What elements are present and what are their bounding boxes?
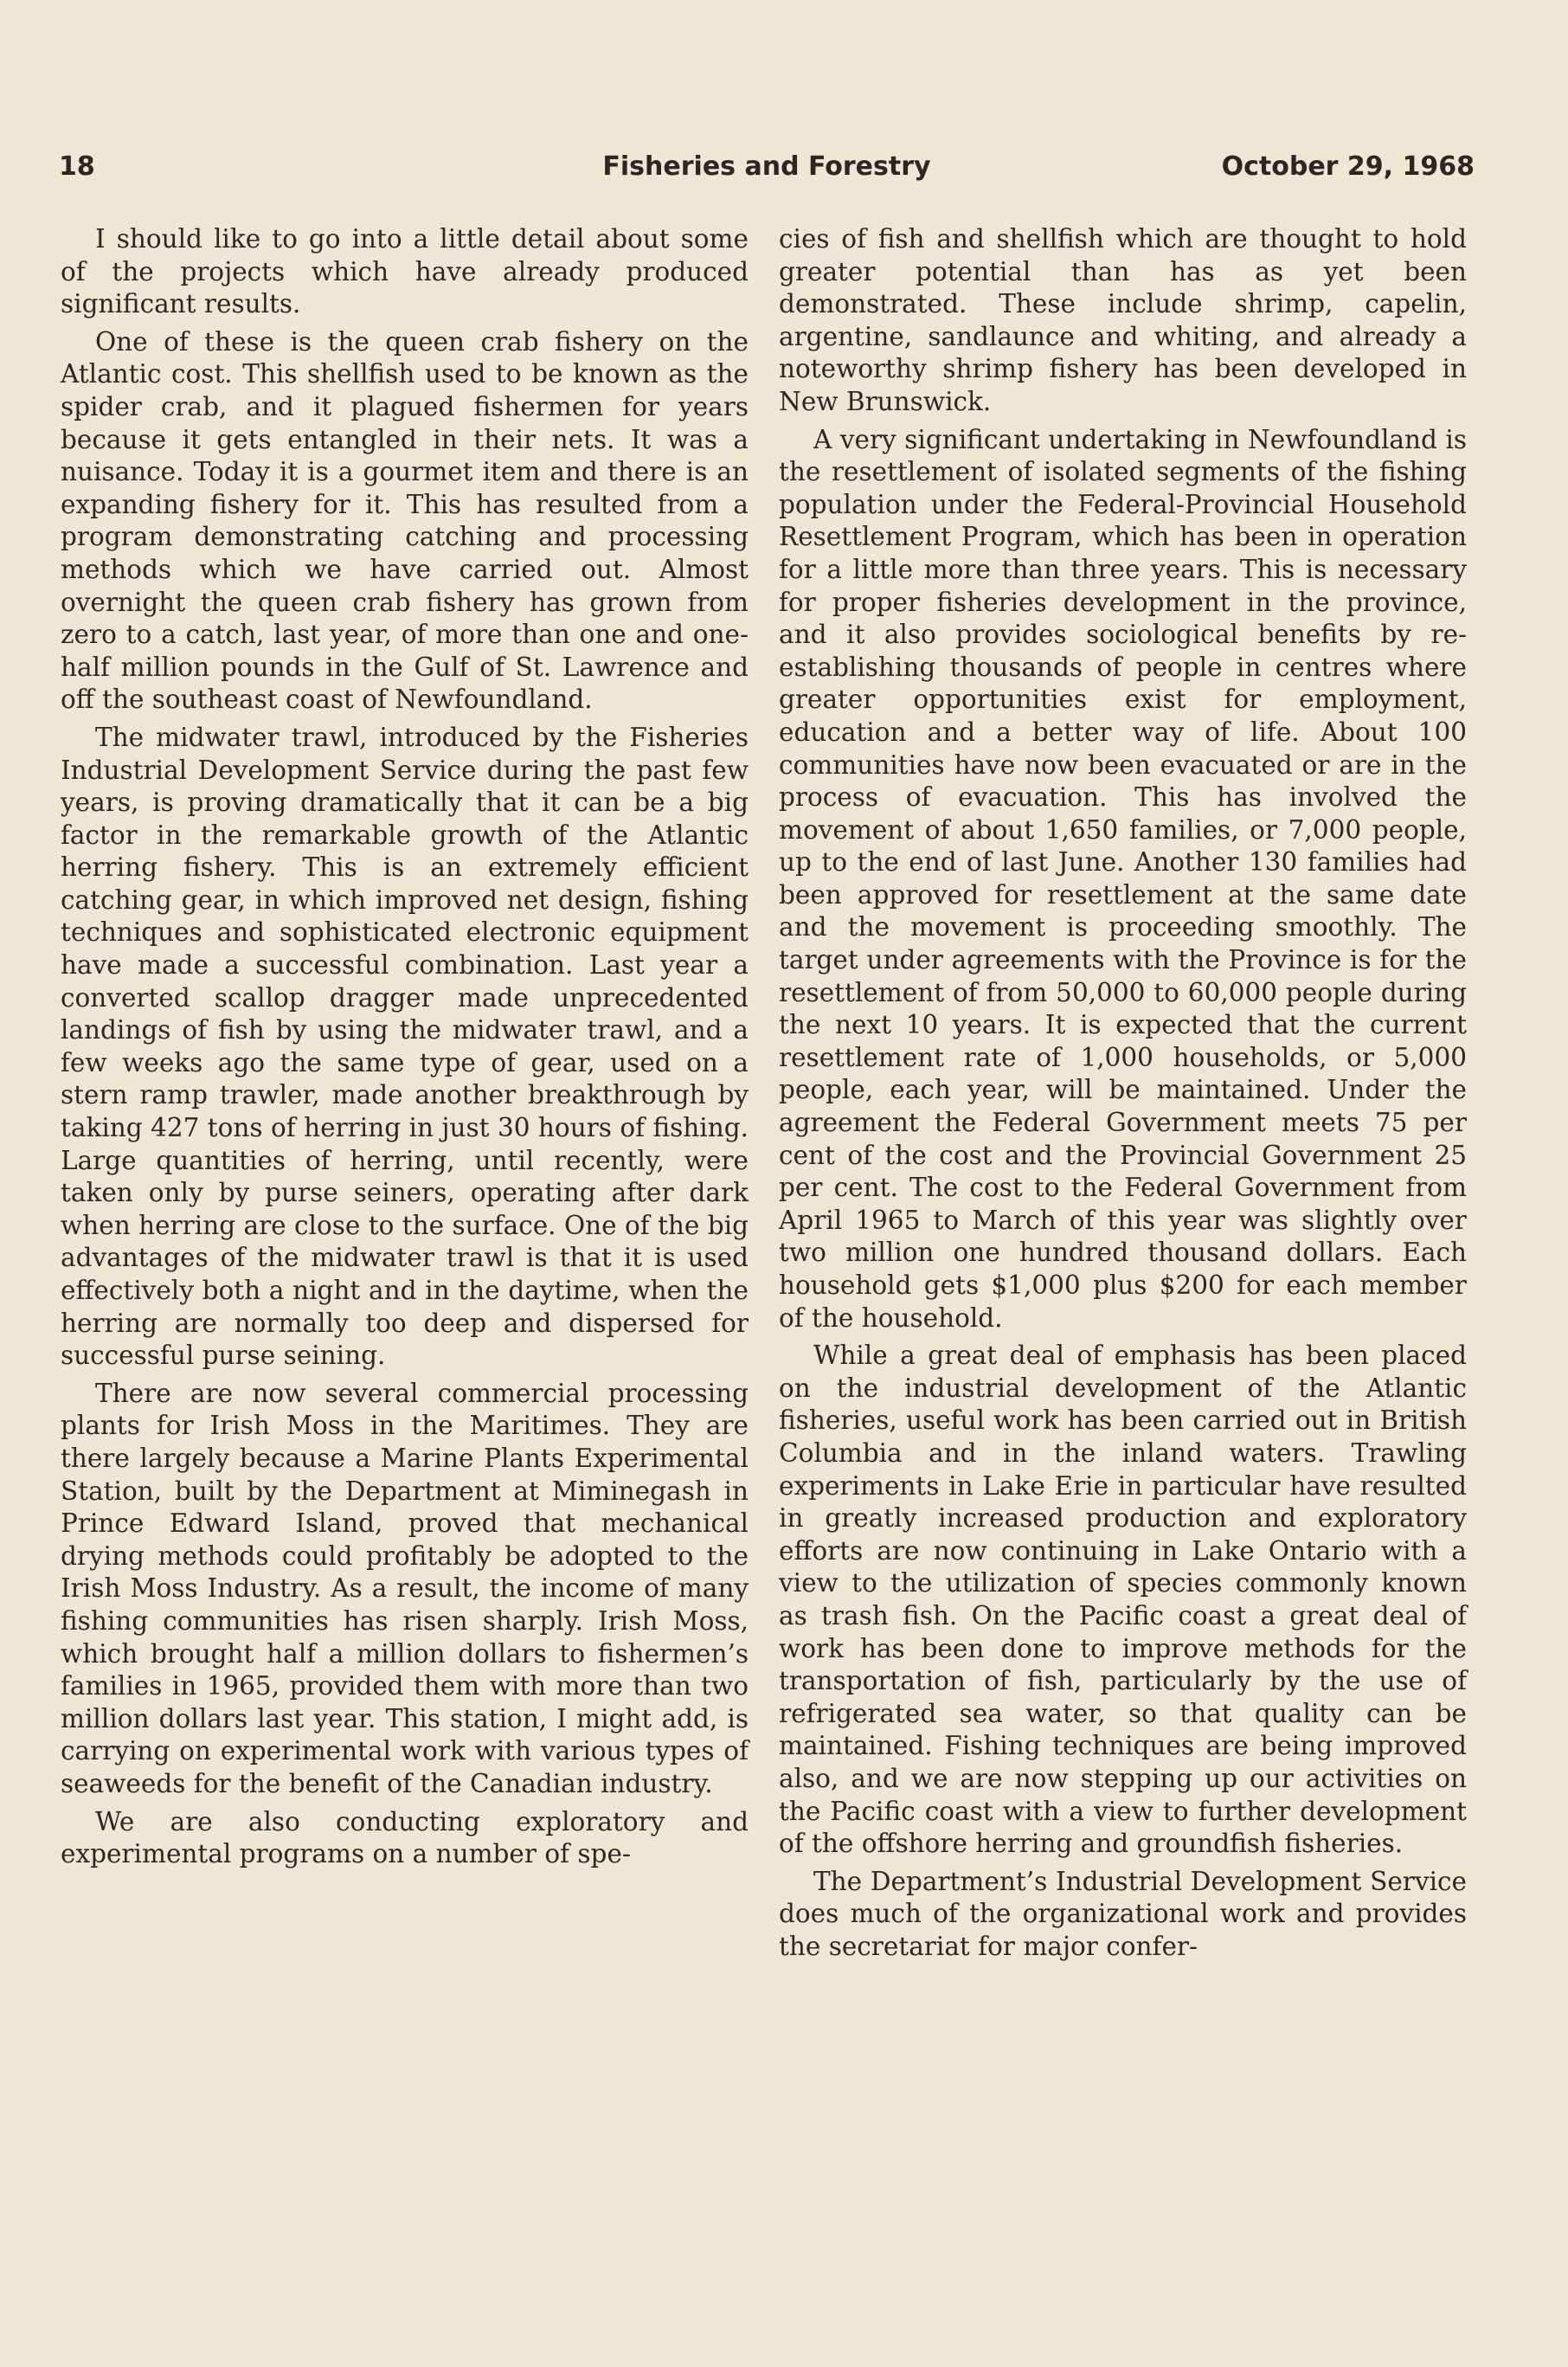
paragraph: A very significant undertaking in Newfoundland is the resettlement of isolated segments of the fishing population under the Federal-Provincial Household Resettlement Program, which has been in operation for a little more than three years. This is necessary for proper fisheries development in the province, and it also provides sociological benefits by re-establishing thousands of people in centres where greater opportunities exist for employment, education and a better way of life. About 100 communities have now been evacuated or are in the process of evacuation. This has involved the movement of about 1,650 families, or 7,000 people, up to the end of last June. Another 130 families had been approved for resettlement at the same date and the movement is proceeding smoothly. The target under agreements with the Province is for the resettlement of from 50,000 to 60,000 people during the next 10 years. It is expected that the current resettlement rate of 1,000 households, or 5,000 people, each year, will be maintained. Under the agreement the Federal Government meets 75 per cent of the cost and the Provincial Government 25 per cent. The cost to the Federal Government from April 1965 to March of this year was slightly over two million one hundred thousand dollars. Each household gets $1,000 plus $200 for each member of the household.: [779, 424, 1467, 1333]
paragraph: There are now several commercial processing plants for Irish Moss in the Maritimes. They are there largely because a Marine Plants Experimental Station, built by the Department at Miminegash in Prince Edward Island, proved that mechanical drying methods could profitably be adopted to the Irish Moss Industry. As a result, the income of many fishing communities has risen sharply. Irish Moss, which brought half a million dollars to fishermen’s families in 1965, provided them with more than two million dollars last year. This station, I might add, is carrying on experimental work with various types of seaweeds for the benefit of the Canadian industry.: [61, 1378, 749, 1798]
header-date: October 29, 1968: [1221, 151, 1475, 182]
paragraph: The midwater trawl, introduced by the Fisheries Industrial Development Service during the past few years, is proving dramatically that it can be a big factor in the remarkable growth of the Atlantic herring fishery. This is an extremely efficient catching gear, in which improved net design, fishing techniques and sophisticated electronic equipment have made a successful combination. Last year a converted scallop dragger made unprecedented landings of fish by using the midwater trawl, and a few weeks ago the same type of gear, used on a stern ramp trawler, made another breakthrough by taking 427 tons of herring in just 30 hours of fishing. Large quantities of herring, until recently, were taken only by purse seiners, operating after dark when herring are close to the surface. One of the big advantages of the midwater trawl is that it is used effectively both a night and in the daytime, when the herring are normally too deep and dispersed for successful purse seining.: [61, 722, 749, 1371]
paragraph: We are also conducting exploratory and experimental programs on a number of spe-: [61, 1806, 749, 1869]
paragraph: I should like to go into a little detail about some of the projects which have already produced significant results.: [61, 224, 749, 319]
paragraph-continued: cies of fish and shellfish which are thought to hold greater potential than has as yet been demonstrated. These include shrimp, capelin, argentine, sandlaunce and whiting, and already a noteworthy shrimp fishery has been developed in New Brunswick.: [779, 224, 1467, 416]
left-column: [61, 223, 749, 1876]
right-column: [779, 223, 1467, 1968]
page-number: 18: [59, 151, 95, 182]
running-title: Fisheries and Forestry: [602, 151, 931, 182]
paragraph: One of these is the queen crab fishery on the Atlantic cost. This shellfish used to be known as the spider crab, and it plagued fishermen for years because it gets entangled in their nets. It was a nuisance. Today it is a gourmet item and there is an expanding fishery for it. This has resulted from a program demonstrating catching and processing methods which we have carried out. Almost overnight the queen crab fishery has grown from zero to a catch, last year, of more than one and one-half million pounds in the Gulf of St. Lawrence and off the southeast coast of Newfoundland.: [61, 326, 749, 715]
page-header: [59, 151, 1475, 195]
paragraph: The Department’s Industrial Development Service does much of the organizational work and provides the secretariat for major confer-: [779, 1866, 1467, 1961]
paragraph: While a great deal of emphasis has been placed on the industrial development of the Atlantic fisheries, useful work has been carried out in British Columbia and in the inland waters. Trawling experiments in Lake Erie in particular have resulted in greatly increased production and exploratory efforts are now continuing in Lake Ontario with a view to the utilization of species commonly known as trash fish. On the Pacific coast a great deal of work has been done to improve methods for the transportation of fish, particularly by the use of refrigerated sea water, so that quality can be maintained. Fishing techniques are being improved also, and we are now stepping up our activities on the Pacific coast with a view to further development of the offshore herring and groundfish fisheries.: [779, 1341, 1467, 1859]
